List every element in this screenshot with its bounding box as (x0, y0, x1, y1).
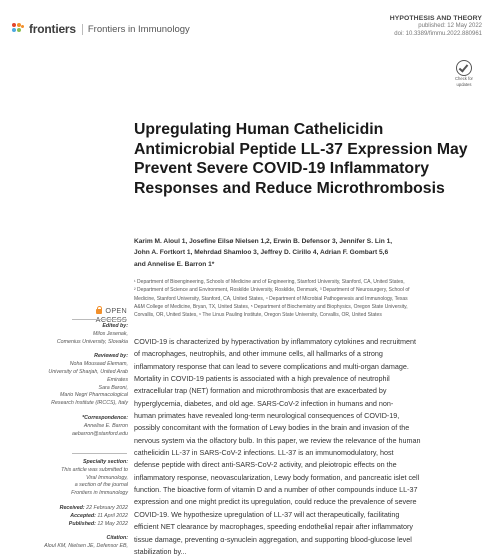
affiliation-line: ¹ Department of Bioengineering, Schools of Medicine and of Engineering, Stanford University, Stanford, CA, United States, (134, 279, 405, 285)
author-line: and Annelise E. Barron 1* (134, 260, 215, 268)
open-access-label (65, 306, 127, 324)
received-label: Received: (59, 504, 85, 511)
abstract-line: efficient NET clearance by macrophages, speeding endothelial repair after inflammatory (134, 522, 413, 532)
abstract-line: of macrophages, neutrophils, and other immune cells, all hallmarks of a strong (134, 349, 383, 359)
author-list (134, 236, 484, 270)
sidebar-divider (72, 319, 127, 320)
affiliation-line: Medicine, Stanford University, Stanford, CA, United States, ⁴ Department of Microbial Pathogenesis and Immunology, Texas (134, 295, 408, 302)
citation-label: Citation: (106, 535, 128, 542)
abstract-line: inflammatory response that can lead to severe complications and multi-organ damage. (134, 361, 409, 371)
sidebar-divider (72, 453, 127, 454)
check-updates-icon (456, 60, 472, 76)
abstract-line: Mortality in COVID-19 patients is associated with a high prevalence of neutrophil (134, 374, 390, 384)
article-type: HYPOTHESIS AND THEORY (389, 15, 482, 22)
abstract (134, 336, 484, 556)
reviewer-line: University of Sharjah, United Arab (48, 368, 128, 375)
sidebar-editors (38, 323, 128, 438)
published-date: 12 May 2022 (97, 520, 128, 527)
reviewed-by-label: Reviewed by: (94, 353, 128, 360)
affiliations (134, 278, 484, 319)
article-dates (38, 505, 128, 528)
editor-name: Milos Jesenak, (92, 330, 128, 337)
abstract-line: tissue damage, preventing α-synuclein aggregation, and supporting blood-glucose level (134, 534, 412, 544)
abstract-line: function. The bioactive form of vitamin D and a number of other compounds induce LL-37 (134, 485, 418, 495)
affiliation-line: Corvallis, OR, United States, ⁶ The Linus Pauling Institute, Oregon State University, Corvallis, OR, United States (134, 312, 382, 319)
check-for-updates-button[interactable] (451, 60, 477, 91)
reviewer-line: Emirates (107, 376, 128, 383)
publisher-name: frontiers (29, 22, 76, 36)
author-line: Karim M. Aloul 1, Josefine Eilsø Nielsen 1,2, Erwin B. Defensor 3, Jennifer S. Lin 1, (134, 238, 393, 245)
reviewer-line: Mario Negri Pharmacological (59, 392, 128, 399)
affiliation-line: ² Department of Science and Environment, Roskilde University, Roskilde, Denmark, ³ Department of Neurosurgery, School of (134, 287, 410, 294)
abstract-line: possibly concomitant with the formation of Lewy bodies in the brain and invasion of the (134, 423, 410, 433)
abstract-line: stabilization by... (134, 546, 187, 556)
affiliation-line: A&M College of Medicine, Bryan, TX, United States, ⁵ Department of Biochemistry and Biophysics, Oregon State University, (134, 303, 408, 310)
correspondence-email[interactable]: aebarron@stanford.edu (71, 430, 128, 437)
abstract-line: hyperglycemia, diabetes, and old age. SARS-CoV-2 infection in humans and non- (134, 398, 394, 408)
article-title: Upregulating Human Cathelicidin Antimicrobial Peptide LL-37 Expression May Prevent Severe COVID-19 Inflammatory Responses and Reduce Microthrombosis (134, 121, 468, 197)
abstract-line: inflammatory response, neovascularization, Lewy body formation, and pancreatic islet cell (134, 472, 420, 482)
author-line: John A. Fortkort 1, Mehrdad Shamloo 3, Jeffrey D. Cirillo 4, Adrian F. Gombart 5,6 (134, 249, 389, 257)
abstract-line: defense peptide with direct anti-SARS-CoV-2 activity, and pleiotropic effects on the (134, 460, 397, 470)
received-date: 22 February 2022 (86, 504, 128, 511)
abstract-line: extracellular trap (NET) formation and microthrombosis that are exacerbated by (134, 386, 387, 396)
abstract-line: COVID-19 is characterized by hyperactivation by inflammatory cytokines and recruitment (134, 337, 417, 346)
open-access-text: OPEN (105, 306, 127, 315)
abstract-line: human primates have revealed long-term neurological consequences of COVID-19, (134, 411, 400, 421)
publish-date: published: 12 May 2022 (418, 23, 482, 30)
accepted-date: 11 April 2022 (97, 512, 128, 519)
frontiers-logo-icon (12, 23, 25, 36)
doi-link[interactable]: doi: 10.3389/fimmu.2022.880961 (394, 30, 482, 37)
specialty-label: Specialty section: (82, 459, 128, 465)
reviewer-line: Noha Mousaad Elemam, (69, 361, 128, 368)
journal-logo[interactable] (12, 22, 190, 36)
specialty-line: a section of the journal (74, 482, 128, 489)
reviewer-line: Research Institute (IRCCS), Italy (51, 400, 128, 407)
accepted-label: Accepted: (70, 512, 96, 519)
reviewer-line: Sara Baroni, (98, 384, 128, 391)
edited-by-label: Edited by: (102, 323, 128, 329)
editor-affiliation: Comenius University, Slovakia (56, 338, 128, 345)
journal-name: Frontiers in Immunology (87, 23, 190, 35)
abstract-line: cathelicidin LL-37 in SARS-CoV-2 infections. LL-37 is an immunomodulatory, host (134, 448, 394, 458)
specialty-line: Viral Immunology, (86, 474, 128, 481)
published-label: Published: (68, 520, 96, 527)
check-updates-label-2: updates (456, 81, 472, 87)
logo-divider (82, 24, 83, 35)
abstract-line: COVID-19. We hypothesize upregulation of LL-37 will act therapeutically, facilitating (134, 509, 400, 519)
correspondence-label: *Correspondence: (82, 414, 128, 421)
sidebar-specialty (38, 459, 128, 551)
open-lock-icon (96, 306, 102, 314)
article-meta (390, 15, 482, 38)
abstract-line: expression and one might predict its upregulation, could reduce the prevalence of severe (134, 497, 417, 507)
specialty-line: This article was submitted to (61, 466, 128, 473)
citation-text: Aloul KM, Nielsen JE, Defensor EB, (44, 543, 128, 550)
specialty-line: Frontiers in Immunology (71, 490, 128, 497)
check-updates-label-1: Check for (455, 76, 473, 81)
article-header (0, 0, 500, 96)
correspondence-name: Annelise E. Barron (83, 422, 128, 429)
abstract-line: nervous system via the olfactory bulb. In this paper, we review the relevance of the human (134, 435, 421, 445)
